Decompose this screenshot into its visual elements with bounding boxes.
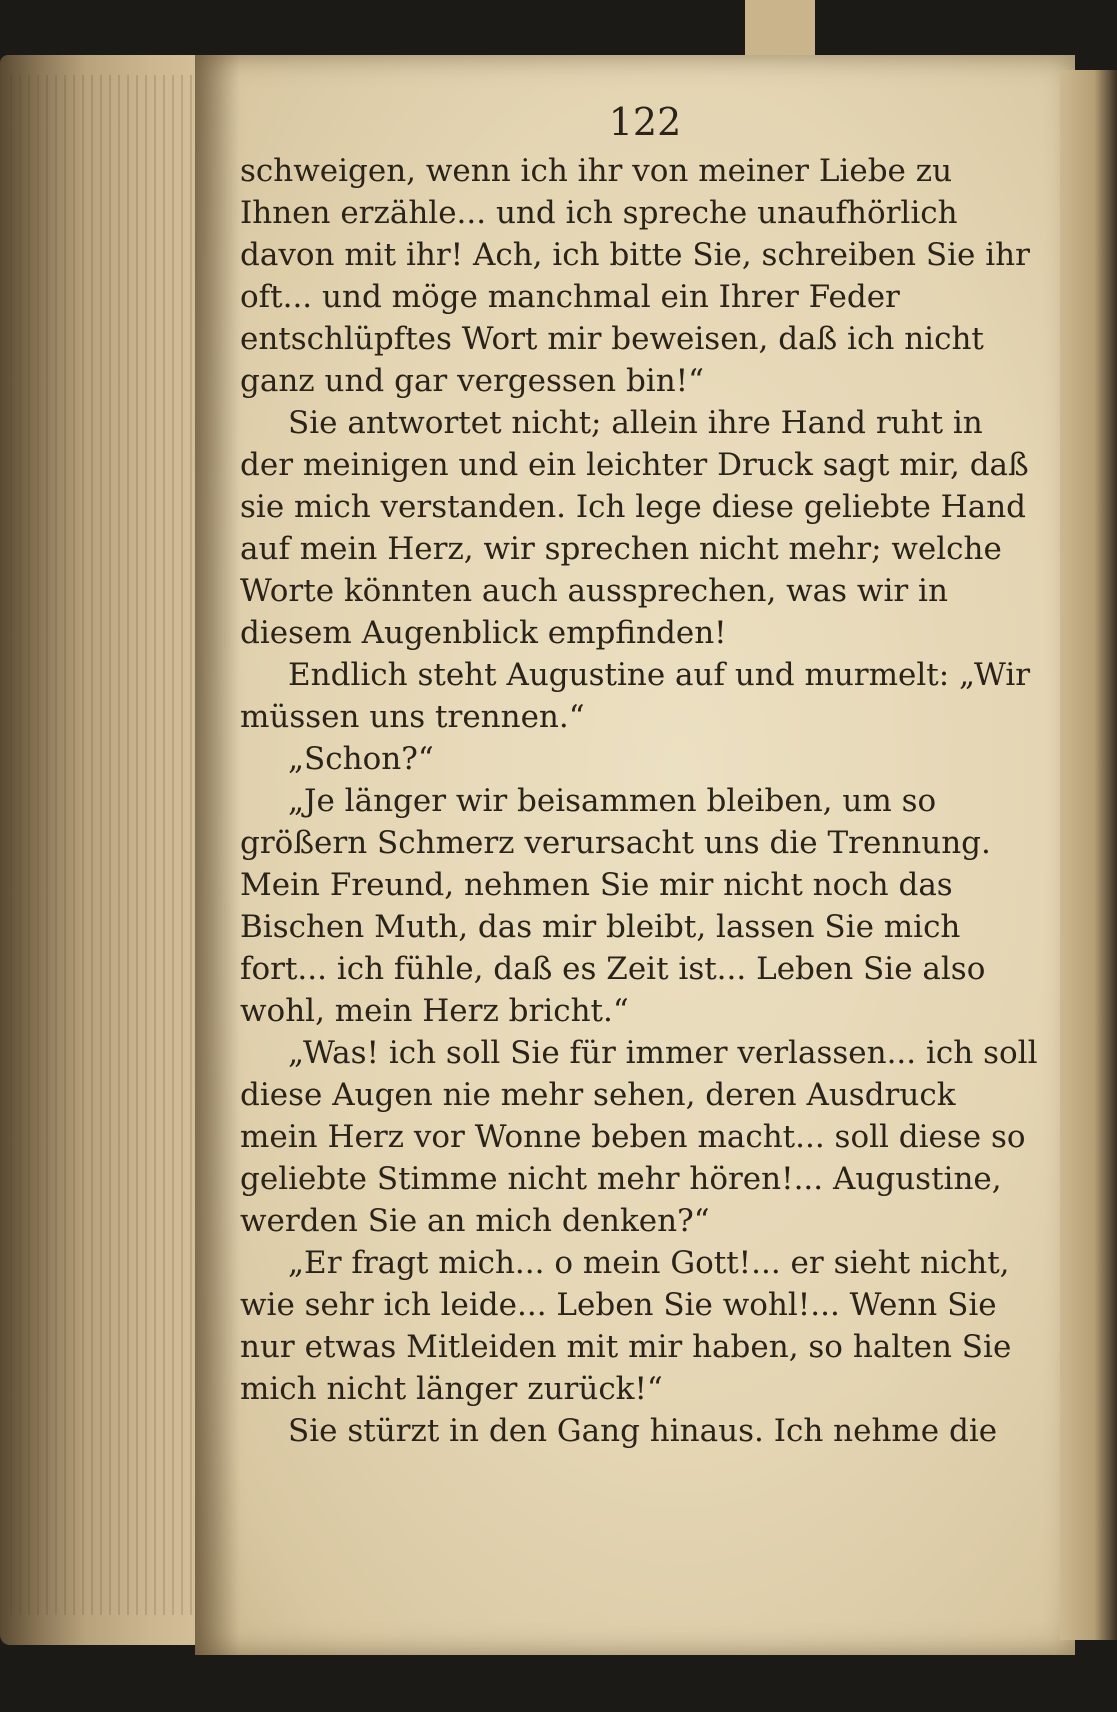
spine-shadow xyxy=(195,55,240,1655)
paragraph-2: Sie antwortet nicht; allein ihre Hand ruht in der meinigen und ein leichter Druck sagt mir, daß sie mich verstanden. Ich lege diese geliebte Hand auf mein Herz, wir sprechen nicht mehr; welche Worte könnten auch aussprechen, was wir in diesem Augenblick empfinden! xyxy=(240,405,1029,651)
paragraph-3: Endlich steht Augustine auf und murmelt: „Wir müssen uns trennen.“ xyxy=(240,657,1031,735)
paragraph-4: „Schon?“ xyxy=(288,741,434,777)
page-tab xyxy=(745,0,815,60)
paragraph-8: Sie stürzt in den Gang hinaus. Ich nehme die xyxy=(288,1413,998,1449)
page-stack xyxy=(10,75,200,1615)
paragraph-5: „Je länger wir beisammen bleiben, um so größern Schmerz verursacht uns die Trennung. Mein Freund, nehmen Sie mir nicht noch das Bischen Muth, das mir bleibt, lassen Sie mich fort... ich fühle, daß es Zeit ist... Leben Sie also wohl, mein Herz bricht.“ xyxy=(240,783,991,1029)
paragraph-1: schweigen, wenn ich ihr von meiner Liebe zu Ihnen erzähle... und ich spreche unaufhörlich davon mit ihr! Ach, ich bitte Sie, schreiben Sie ihr oft... und möge manchmal ein Ihrer Feder entschlüpftes Wort mir beweisen, daß ich nicht ganz und gar vergessen bin!“ xyxy=(240,153,1030,399)
page-body xyxy=(240,150,1040,1452)
right-page-edge xyxy=(1060,70,1117,1640)
paragraph-7: „Er fragt mich... o mein Gott!... er sieht nicht, wie sehr ich leide... Leben Sie wohl!... Wenn Sie nur etwas Mitleiden mit mir haben, so halten Sie mich nicht länger zurück!“ xyxy=(240,1245,1012,1407)
page-number: 122 xyxy=(608,100,682,144)
paragraph-6: „Was! ich soll Sie für immer verlassen... ich soll diese Augen nie mehr sehen, deren Ausdruck mein Herz vor Wonne beben macht... soll diese so geliebte Stimme nicht mehr hören!... Augustine, werden Sie an mich denken?“ xyxy=(240,1035,1038,1239)
